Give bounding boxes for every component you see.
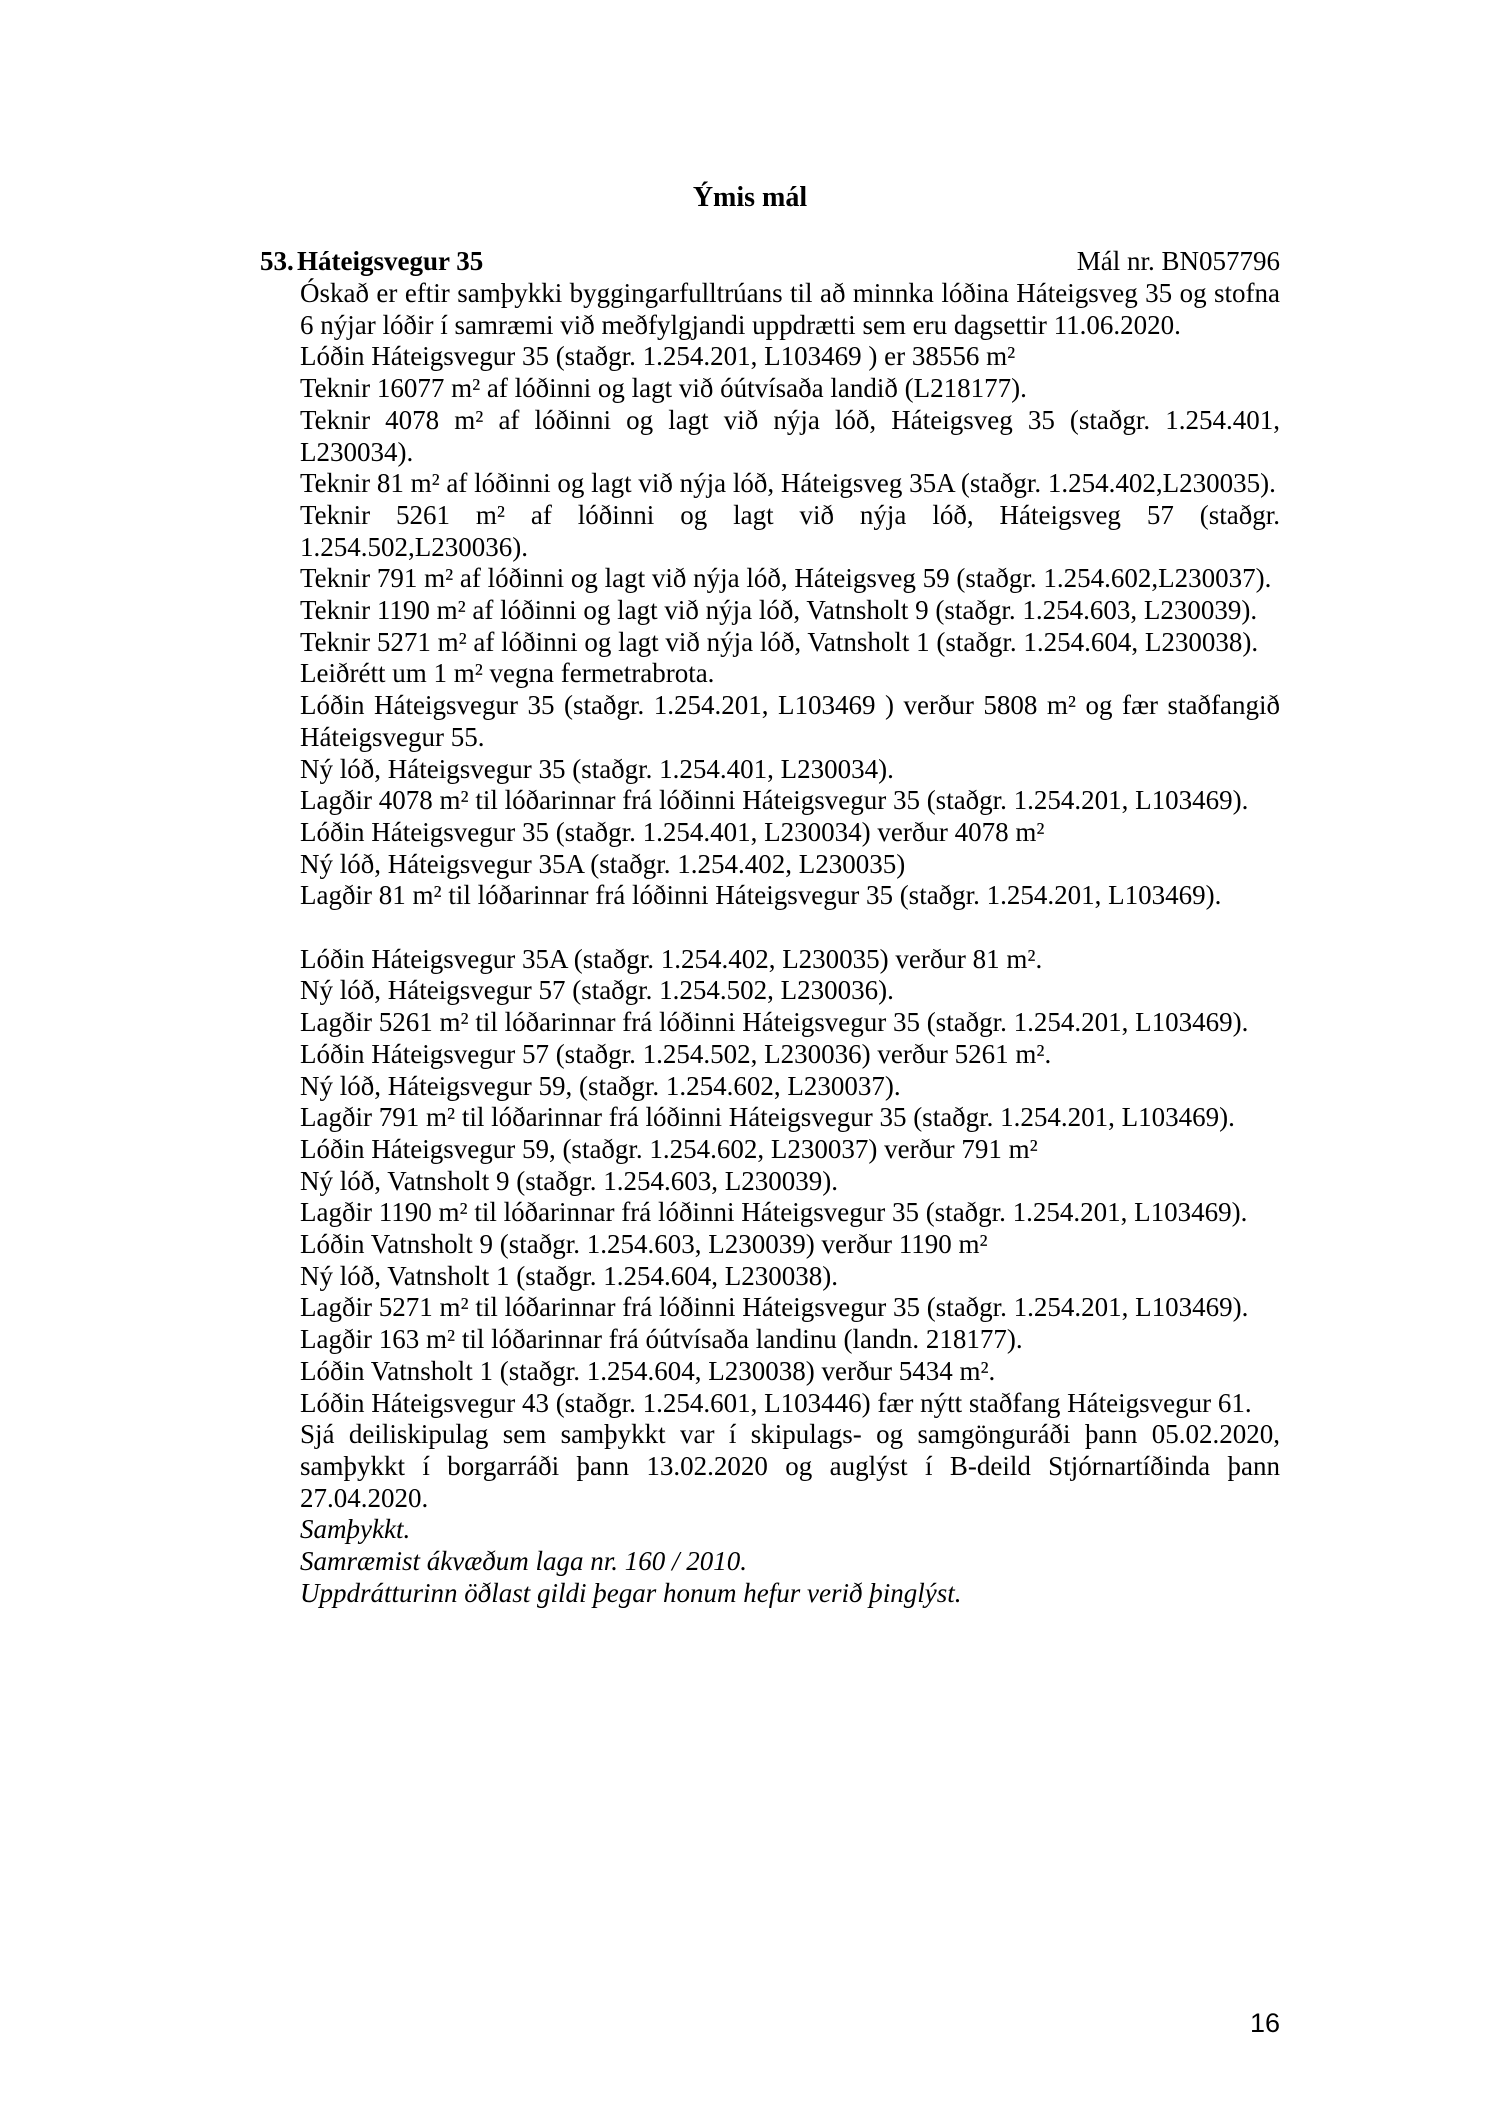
section-heading: Ýmis mál [692,182,808,213]
paragraph: Lagðir 1190 m² til lóðarinnar frá lóðinni Háteigsvegur 35 (staðgr. 1.254.201, L103469). [300,1197,1248,1228]
page-number: 16 [1249,2008,1280,2038]
conclusion-law: Samræmist ákvæðum laga nr. 160 / 2010. [300,1546,748,1577]
paragraph: Lóðin Vatnsholt 1 (staðgr. 1.254.604, L230038) verður 5434 m². [300,1355,996,1386]
paragraph: Lóðin Háteigsvegur 43 (staðgr. 1.254.601, L103446) fær nýtt staðfang Háteigsvegur 61. [300,1387,1252,1418]
case-title: Háteigsvegur 35 [297,246,484,276]
paragraph: Teknir 5261 m² af lóðinni og lagt við nýja lóð, Háteigsveg 57 (staðgr. 1.254.502,L230036). [300,499,1280,562]
paragraph: Lagðir 5271 m² til lóðarinnar frá lóðinni Háteigsvegur 35 (staðgr. 1.254.201, L103469). [300,1292,1249,1323]
paragraph: Ný lóð, Háteigsvegur 35A (staðgr. 1.254.402, L230035) [300,848,906,879]
paragraph: Lagðir 791 m² til lóðarinnar frá lóðinni Háteigsvegur 35 (staðgr. 1.254.201, L103469). [300,1102,1235,1133]
paragraph: Teknir 791 m² af lóðinni og lagt við nýja lóð, Háteigsveg 59 (staðgr. 1.254.602,L230037). [300,563,1272,594]
paragraph: Teknir 1190 m² af lóðinni og lagt við nýja lóð, Vatnsholt 9 (staðgr. 1.254.603, L230039). [300,595,1258,626]
paragraph: Ný lóð, Vatnsholt 9 (staðgr. 1.254.603, L230039). [300,1165,838,1196]
paragraph: Teknir 16077 m² af lóðinni og lagt við óútvísaða landið (L218177). [300,373,1027,404]
paragraph: Ný lóð, Vatnsholt 1 (staðgr. 1.254.604, L230038). [300,1260,838,1291]
paragraph: Teknir 81 m² af lóðinni og lagt við nýja lóð, Háteigsveg 35A (staðgr. 1.254.402,L230035). [300,468,1276,499]
paragraph: Lóðin Háteigsvegur 59, (staðgr. 1.254.602, L230037) verður 791 m² [300,1133,1038,1164]
case-header [260,245,1280,277]
paragraph: Lóðin Háteigsvegur 35 (staðgr. 1.254.401, L230034) verður 4078 m² [300,816,1045,847]
paragraph: Leiðrétt um 1 m² vegna fermetrabrota. [300,658,715,689]
paragraph: Lagðir 163 m² til lóðarinnar frá óútvísaða landinu (landn. 218177). [300,1324,1023,1355]
paragraph: Lagðir 81 m² til lóðarinnar frá lóðinni Háteigsvegur 35 (staðgr. 1.254.201, L103469). [300,880,1222,911]
paragraph: Lóðin Háteigsvegur 35 (staðgr. 1.254.201, L103469 ) er 38556 m² [300,341,1016,372]
paragraph: Ný lóð, Háteigsvegur 35 (staðgr. 1.254.401, L230034). [300,753,894,784]
case-number: 53. [260,246,294,276]
paragraph: Lóðin Vatnsholt 9 (staðgr. 1.254.603, L230039) verður 1190 m² [300,1229,988,1260]
paragraph: Lóðin Háteigsvegur 57 (staðgr. 1.254.502, L230036) verður 5261 m². [300,1038,1052,1069]
paragraph: Lóðin Háteigsvegur 35A (staðgr. 1.254.402, L230035) verður 81 m². [300,943,1043,974]
paragraph: Teknir 4078 m² af lóðinni og lagt við nýja lóð, Háteigsveg 35 (staðgr. 1.254.401, L230034). [300,404,1280,467]
case-body [300,278,1280,1610]
conclusion-registration: Uppdrátturinn öðlast gildi þegar honum hefur verið þinglýst. [300,1577,962,1608]
paragraph: Lagðir 5261 m² til lóðarinnar frá lóðinni Háteigsvegur 35 (staðgr. 1.254.201, L103469). [300,1007,1249,1038]
paragraph: Ný lóð, Háteigsvegur 57 (staðgr. 1.254.502, L230036). [300,975,894,1006]
paragraph: Teknir 5271 m² af lóðinni og lagt við nýja lóð, Vatnsholt 1 (staðgr. 1.254.604, L230038). [300,626,1259,657]
paragraph: Lóðin Háteigsvegur 35 (staðgr. 1.254.201, L103469 ) verður 5808 m² og fær staðfangið Háteigsvegur 55. [300,690,1280,752]
case-reference: Mál nr. BN057796 [1076,246,1280,276]
paragraph: Óskað er eftir samþykki byggingarfulltrúans til að minnka lóðina Háteigsveg 35 og stofna 6 nýjar lóðir í samræmi við meðfylgjandi uppdrætti sem eru dagsettir 11.06.2020. [300,278,1280,340]
paragraph: Lagðir 4078 m² til lóðarinnar frá lóðinni Háteigsvegur 35 (staðgr. 1.254.201, L103469). [300,785,1249,816]
paragraph: Ný lóð, Háteigsvegur 59, (staðgr. 1.254.602, L230037). [300,1070,901,1101]
paragraph: Sjá deiliskipulag sem samþykkt var í skipulags- og samgönguráði þann 05.02.2020, samþykkt í borgarráði þann 13.02.2020 og auglýst í B-deild Stjórnartíðinda þann 27.04.2020. [300,1419,1280,1513]
conclusion-approved: Samþykkt. [300,1514,411,1545]
